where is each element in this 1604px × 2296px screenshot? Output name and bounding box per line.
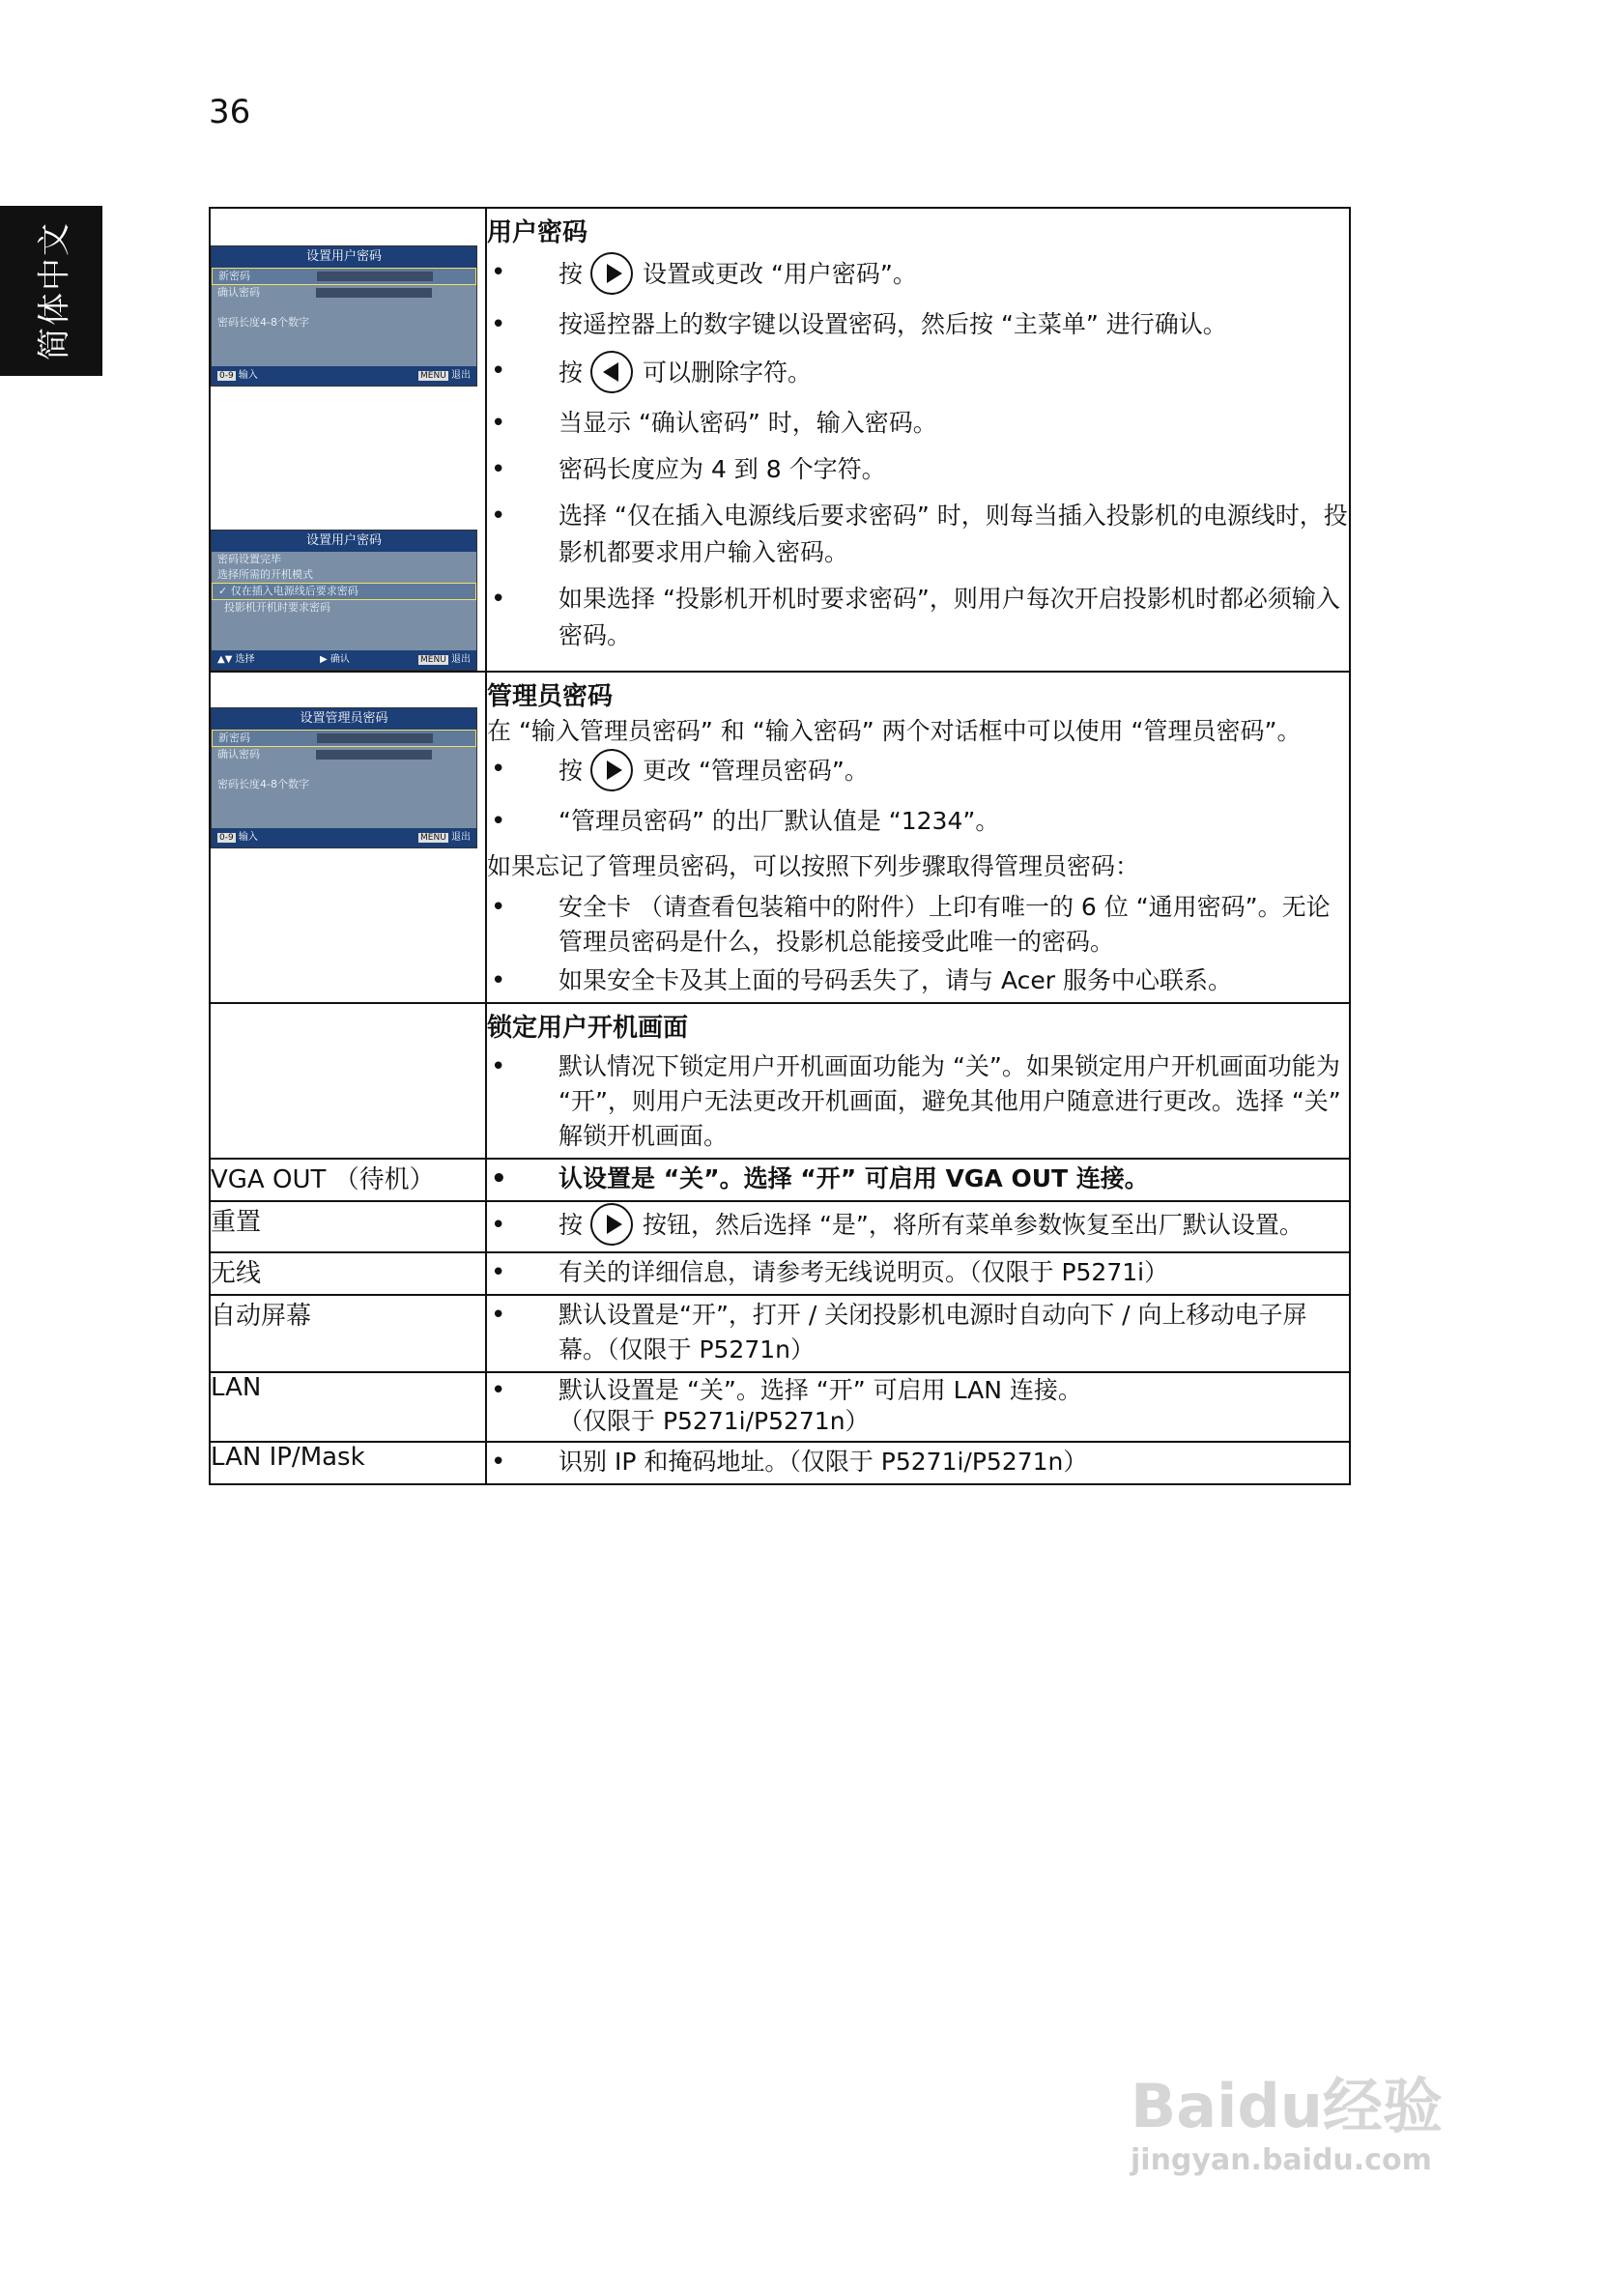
vga-out-list bbox=[487, 1162, 1349, 1196]
reset-list bbox=[487, 1204, 1349, 1248]
language-label: 简体中文 bbox=[35, 221, 74, 360]
list-item: • 按 按钮，然后选择 “是”，将所有菜单参数恢复至出厂默认设置。 bbox=[487, 1204, 1349, 1248]
osd-row: 密码设置完毕 bbox=[217, 553, 281, 565]
lock-screen-row bbox=[210, 1003, 1350, 1159]
lan-label: LAN bbox=[210, 1372, 486, 1442]
list-item: • 如果安全卡及其上面的号码丢失了，请与 Acer 服务中心联系。 bbox=[487, 963, 1349, 998]
language-side-tab bbox=[0, 206, 102, 376]
osd-option-row: 投影机开机时要求密码 bbox=[224, 601, 330, 614]
lock-screen-list bbox=[487, 1049, 1349, 1154]
osd-row: 选择所需的开机模式 bbox=[217, 568, 313, 581]
left-arrow-button-icon bbox=[590, 351, 633, 393]
vga-out-content bbox=[486, 1159, 1350, 1201]
reset-row bbox=[210, 1201, 1350, 1252]
osd-set-user-password bbox=[211, 245, 477, 387]
admin-password-recovery-list bbox=[487, 890, 1349, 998]
list-item: • 安全卡 （请查看包装箱中的附件）上印有唯一的 6 位 “通用密码”。无论管理员密码是什么，投影机总能接受此唯一的密码。 bbox=[487, 890, 1349, 960]
lock-screen-content bbox=[486, 1003, 1350, 1159]
auto-screen-label: 自动屏幕 bbox=[210, 1295, 486, 1372]
list-item: • 按遥控器上的数字键以设置密码，然后按 “主菜单” 进行确认。 bbox=[487, 306, 1349, 343]
osd-title: 设置管理员密码 bbox=[212, 708, 476, 730]
admin-password-image bbox=[210, 672, 486, 1003]
list-item: • 如果选择 “投影机开机时要求密码”，则用户每次开启投影机时都必须输入密码。 bbox=[487, 581, 1349, 654]
osd-new-password-row: 新密码 bbox=[212, 268, 476, 285]
osd-footer: 0-9 输入 MENU 退出 bbox=[212, 828, 476, 847]
lan-content bbox=[486, 1372, 1350, 1442]
user-password-list bbox=[487, 254, 1349, 654]
osd-user-password-mode bbox=[211, 530, 477, 671]
list-item: • 认设置是 “关”。选择 “开” 可启用 VGA OUT 连接。 bbox=[487, 1162, 1349, 1196]
baidu-watermark-url: jingyan.baidu.com bbox=[1131, 2143, 1432, 2177]
osd-new-password-row: 新密码 bbox=[212, 730, 476, 747]
admin-password-content bbox=[486, 672, 1350, 1003]
list-item: • 当显示 “确认密码” 时，输入密码。 bbox=[487, 405, 1349, 442]
user-password-title: 用户密码 bbox=[487, 218, 588, 247]
osd-set-admin-password bbox=[211, 707, 477, 848]
osd-title: 设置用户密码 bbox=[212, 531, 476, 552]
admin-password-list bbox=[487, 751, 1349, 840]
auto-screen-list bbox=[487, 1298, 1349, 1367]
admin-password-intro: 在 “输入管理员密码” 和 “输入密码” 两个对话框中可以使用 “管理员密码”。 bbox=[487, 717, 1302, 745]
list-item: • 默认情况下锁定用户开机画面功能为 “关”。如果锁定用户开机画面功能为 “开”，则用户无法更改开机画面，避免其他用户随意进行更改。选择 “关” 解锁开机画面。 bbox=[487, 1049, 1349, 1154]
admin-password-row bbox=[210, 672, 1350, 1003]
page-number: 36 bbox=[209, 93, 251, 131]
user-password-content bbox=[486, 208, 1350, 672]
reset-label: 重置 bbox=[210, 1201, 486, 1252]
list-item: • 识别 IP 和掩码地址。（仅限于 P5271i/P5271n） bbox=[487, 1445, 1349, 1479]
osd-confirm-password-row: 确认密码 bbox=[212, 285, 476, 301]
osd-footer: 0-9 输入 MENU 退出 bbox=[212, 366, 476, 386]
lan-ip-mask-label: LAN IP/Mask bbox=[210, 1442, 486, 1484]
user-password-images bbox=[210, 208, 486, 672]
auto-screen-row bbox=[210, 1295, 1350, 1372]
lan-row bbox=[210, 1372, 1350, 1442]
osd-note: 密码长度4-8个数字 bbox=[217, 778, 309, 790]
wireless-list bbox=[487, 1255, 1349, 1290]
list-item: • 选择 “仅在插入电源线后要求密码” 时，则每当插入投影机的电源线时，投影机都要求用户输入密码。 bbox=[487, 498, 1349, 571]
osd-option-row: ✓ 仅在插入电源线后要求密码 bbox=[212, 583, 476, 600]
list-item: • 按 可以删除字符。 bbox=[487, 353, 1349, 395]
admin-password-forgot: 如果忘记了管理员密码，可以按照下列步骤取得管理员密码： bbox=[487, 852, 1140, 880]
lan-ip-mask-content bbox=[486, 1442, 1350, 1484]
settings-table bbox=[209, 207, 1351, 1485]
lock-screen-empty bbox=[210, 1003, 486, 1159]
reset-content bbox=[486, 1201, 1350, 1252]
list-item: • 按 设置或更改 “用户密码”。 bbox=[487, 254, 1349, 297]
baidu-watermark-logo: Baidu经验 bbox=[1131, 2071, 1443, 2141]
lock-screen-title: 锁定用户开机画面 bbox=[487, 1014, 689, 1043]
osd-note: 密码长度4-8个数字 bbox=[217, 316, 309, 329]
vga-out-row bbox=[210, 1159, 1350, 1201]
right-arrow-button-icon bbox=[590, 252, 633, 295]
list-item: • 默认设置是 “关”。选择 “开” 可启用 LAN 连接。 （仅限于 P5271i/P5271n） bbox=[487, 1375, 1349, 1437]
list-item: • “管理员密码” 的出厂默认值是 “1234”。 bbox=[487, 803, 1349, 840]
right-arrow-button-icon bbox=[590, 749, 633, 791]
osd-footer: ▲▼ 选择 ▶ 确认 MENU 退出 bbox=[212, 650, 476, 670]
osd-confirm-password-row: 确认密码 bbox=[212, 747, 476, 762]
list-item: • 有关的详细信息，请参考无线说明页。（仅限于 P5271i） bbox=[487, 1255, 1349, 1290]
wireless-content bbox=[486, 1252, 1350, 1295]
lan-ip-mask-list bbox=[487, 1445, 1349, 1479]
list-item: • 按 更改 “管理员密码”。 bbox=[487, 751, 1349, 793]
list-item: • 密码长度应为 4 到 8 个字符。 bbox=[487, 451, 1349, 488]
wireless-label: 无线 bbox=[210, 1252, 486, 1295]
lan-list bbox=[487, 1375, 1349, 1437]
vga-out-label: VGA OUT （待机） bbox=[210, 1159, 486, 1201]
lan-ip-mask-row bbox=[210, 1442, 1350, 1484]
wireless-row bbox=[210, 1252, 1350, 1295]
user-password-row bbox=[210, 208, 1350, 672]
right-arrow-button-icon bbox=[590, 1203, 633, 1246]
admin-password-title: 管理员密码 bbox=[487, 682, 614, 711]
osd-title: 设置用户密码 bbox=[212, 246, 476, 268]
list-item: • 默认设置是“开”，打开 / 关闭投影机电源时自动向下 / 向上移动电子屏幕。（仅限于 P5271n） bbox=[487, 1298, 1349, 1367]
auto-screen-content bbox=[486, 1295, 1350, 1372]
